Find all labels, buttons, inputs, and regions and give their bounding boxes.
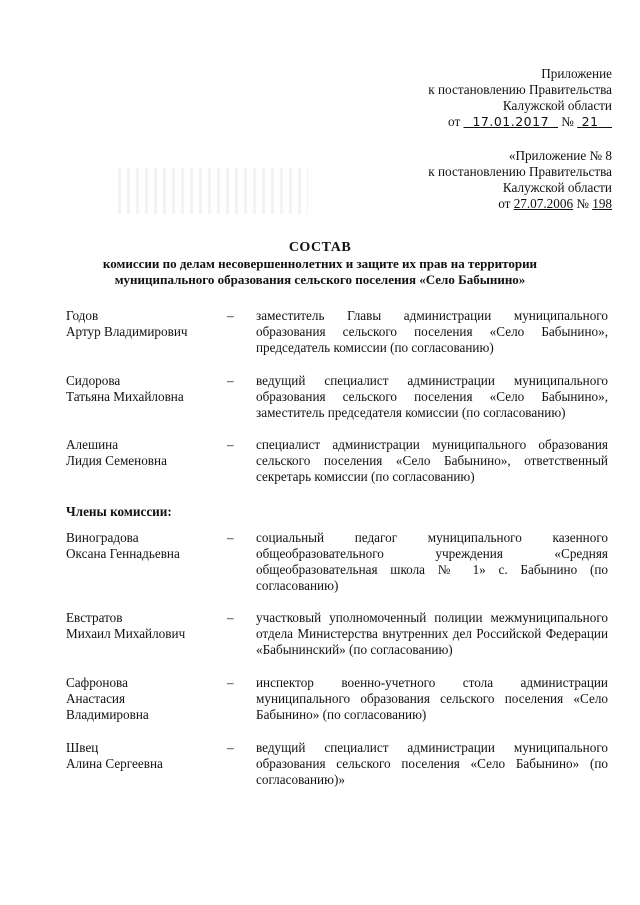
appendix-region: Калужской области <box>502 98 612 113</box>
document-title <box>0 240 640 288</box>
appendix-header-new <box>428 66 612 130</box>
appendix2-decree: к постановлению Правительства <box>428 164 612 179</box>
appendix-decree: к постановлению Правительства <box>428 82 612 97</box>
appendix-date: 17.01.2017 <box>472 114 550 129</box>
dash: – <box>227 373 234 388</box>
appendix-date-line <box>428 114 612 130</box>
member-name: Виноградова Оксана Геннадьевна <box>66 530 180 561</box>
appendix-label: Приложение <box>541 66 612 81</box>
member-role: ведущий специалист администрации муниципального образования сельского поселения «Село Бабынино», заместитель председателя комиссии (по согласованию) <box>256 373 608 420</box>
appendix2-region: Калужской области <box>502 180 612 195</box>
appendix2-from: от <box>498 196 511 211</box>
appendix2-no: № <box>576 196 589 211</box>
faint-scan-marks <box>118 168 308 214</box>
dash: – <box>227 437 234 452</box>
appendix2-label: «Приложение № 8 <box>508 148 612 163</box>
title-line-1: комиссии по делам несовершеннолетних и защите их прав на территории <box>102 256 538 271</box>
appendix-number: 21 <box>581 114 599 129</box>
member-role: заместитель Главы администрации муниципального образования сельского поселения «Село Бабынино», председатель комиссии (по согласованию) <box>256 308 608 355</box>
member-role: социальный педагог муниципального казенного общеобразовательного учреждения «Средняя общеобразовательная школа № 1» с. Бабынино (по согласованию) <box>256 530 608 593</box>
appendix2-number: 198 <box>592 196 612 211</box>
dash: – <box>227 610 234 625</box>
members-heading: Члены комиссии: <box>66 504 172 519</box>
appendix-header-original <box>428 148 612 212</box>
dash: – <box>227 308 234 323</box>
member-name: Евстратов Михаил Михайлович <box>66 610 186 641</box>
member-role: ведущий специалист администрации муниципального образования сельского поселения «Село Бабынино» (по согласованию)» <box>256 740 608 787</box>
member-role: участковый уполномоченный полиции межмуниципального отдела Министерства внутренних дел Российской Федерации «Бабынинский» (по согласованию) <box>256 610 608 657</box>
member-name: Годов Артур Владимирович <box>66 308 188 339</box>
dash: – <box>227 530 234 545</box>
member-name: Сафронова Анастасия Владимировна <box>66 675 149 722</box>
member-name: Алешина Лидия Семеновна <box>66 437 167 468</box>
appendix-no: № <box>561 114 574 129</box>
dash: – <box>227 675 234 690</box>
member-role: инспектор военно-учетного стола администрации муниципального образования сельского поселения «Село Бабынино» (по согласованию) <box>256 675 608 722</box>
title-line-2: муниципального образования сельского поселения «Село Бабынино» <box>114 272 526 287</box>
member-name: Швец Алина Сергеевна <box>66 740 163 771</box>
title-heading: СОСТАВ <box>288 240 352 255</box>
appendix-from: от <box>448 114 461 129</box>
appendix2-date: 27.07.2006 <box>513 196 574 211</box>
member-name: Сидорова Татьяна Михайловна <box>66 373 184 404</box>
appendix2-date-line <box>428 196 612 212</box>
dash: – <box>227 740 234 755</box>
member-role: специалист администрации муниципального образования сельского поселения «Село Бабынино», ответственный секретарь комиссии (по согласованию) <box>256 437 608 484</box>
